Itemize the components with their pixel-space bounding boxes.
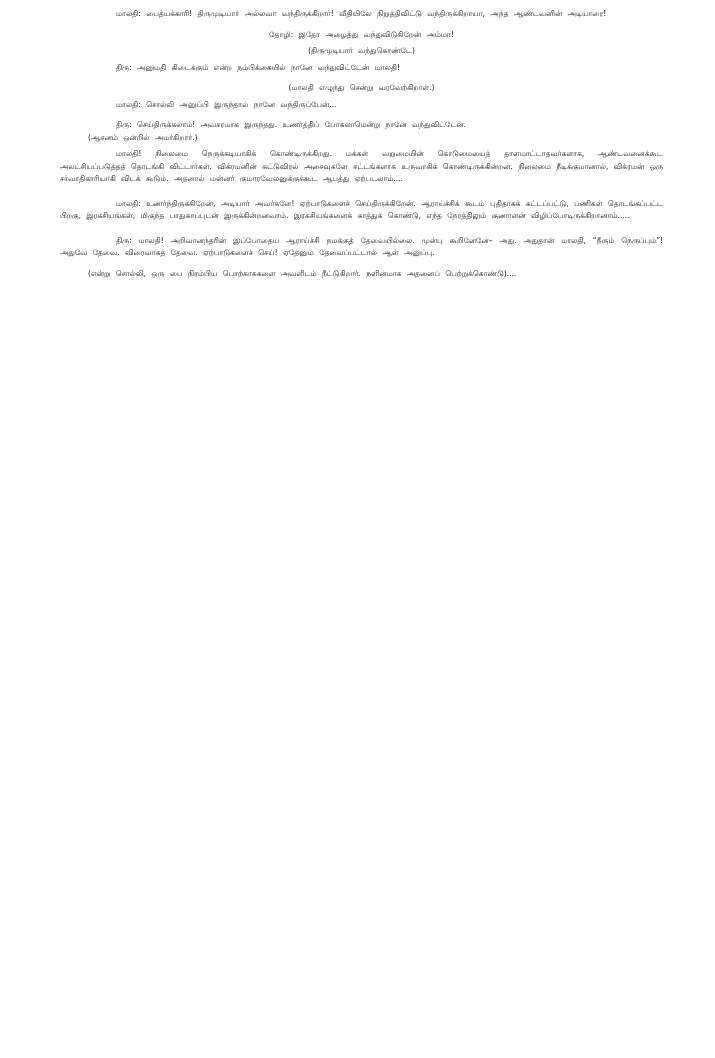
stage-direction-sits: (ஆசனம் ஒன்றில் அமர்கிறார்.) xyxy=(88,132,198,142)
dialogue-thozhi: தோழி: இதோ அழைத்து வந்துவிடுகிறேன் அம்மா! xyxy=(269,29,454,39)
dialogue-thiru-2: திரு: செய்திருக்கலாம்! அவசரமாக இருந்தது. உணர்த்திப் போகலாமென்று நானே வந்துவிட்டேன். xyxy=(116,120,467,129)
dialogue-thiru-3: மாலதி! நிலைமை நெருக்கடியாகிக் கொண்டிருக்கிறது. மக்கள் வறுமையின் கொடுமையைத் தாளமாட்டாதவர்களாக, ஆண்டவனைக்கூட அலட்சியப்படுத்தத் தொடங்கி விட்டார்கள். விக்ரமனின் சுட்டுவிரல் அசைவுகளே சட்டங்களாக உருவாகிக் கொண்டிருக்கின்றன. நிலைமை நீடிக்குமானால், விக்ரமன் ஒரு சர்வாதிகாரியாகி விடக் கூடும். அதனால் மன்னர் குமாரவேலனுக்குக்கூட ஆபத்து ஏற்படலாம்.... xyxy=(60,149,663,183)
dialogue-thiru-1: திரு: அனுமதி கிடைக்கும் என்ற நம்பிக்கையில் நானே வந்துவிட்டேன் மாலதி! xyxy=(116,62,400,72)
dialogue-malathi-3: மாலதி: உணர்ந்திருக்கிறேன், அடியார் அவர்களே! ஏற்பாடுகளைச் செய்திருக்கிறேன். ஆராய்ச்சிக் கூடம் புதிதாகக் கட்டப்பட்டு, பணிகள் தொடங்கப்பட்ட பிறகு, இரகசியங்கள், மிகுந்த பாதுகாப்புடன் இருக்கின்றனவாம். இரகசியங்களைக் காத்துக் கொண்டு, எந்த நேரத்திலும் குணாளன் விழிப்போடிருக்கிறானாம்..... xyxy=(60,198,663,220)
dialogue-thiru-4: திரு: மாலதி! அறிவானந்தரின் இப்போதைய ஆராய்ச்சி நமக்குத் தேவையில்லை. முன்பு கூறினேனே– அது. அதுதான் மாலதி, “நீரும் நெருப்பும்”! அதுவே தேவை. விரைவாகத் தேவை. ஏற்பாடுகளைச் செய்! ஏதேனும் தேவைப்பட்டால் ஆள் அனுப்பு. xyxy=(60,235,663,257)
stage-direction-malathi-welcomes: (மாலதி எழுந்து சென்று வரவேற்கிறாள்.) xyxy=(288,83,435,92)
stage-direction-gives-coins: (என்று சொல்லி, ஒரு பை நிரம்பிய பொற்காசுகளை அவளிடம் நீட்டுகிறார். நளினமாக அதனைப் பெற்றுக்கொண்டு).... xyxy=(88,268,517,278)
stage-direction-thirumudiyar-enters: (திருமுடியார் வந்துகொண்டே) xyxy=(308,46,415,55)
dialogue-malathi-2: மாலதி: சொல்லி அனுப்பி இருந்தால் நானே வந்திருப்பேன்... xyxy=(116,99,337,109)
dialogue-malathi-1: மாலதி: பைத்யக்காரி! திருமுடியார் அல்லவா வந்திருக்கிறார்! வீதியிலே நிறுத்திவிட்டு வந்திருக்கிறாயா, அந்த ஆண்டவனின் அடியாரை! xyxy=(116,9,607,18)
